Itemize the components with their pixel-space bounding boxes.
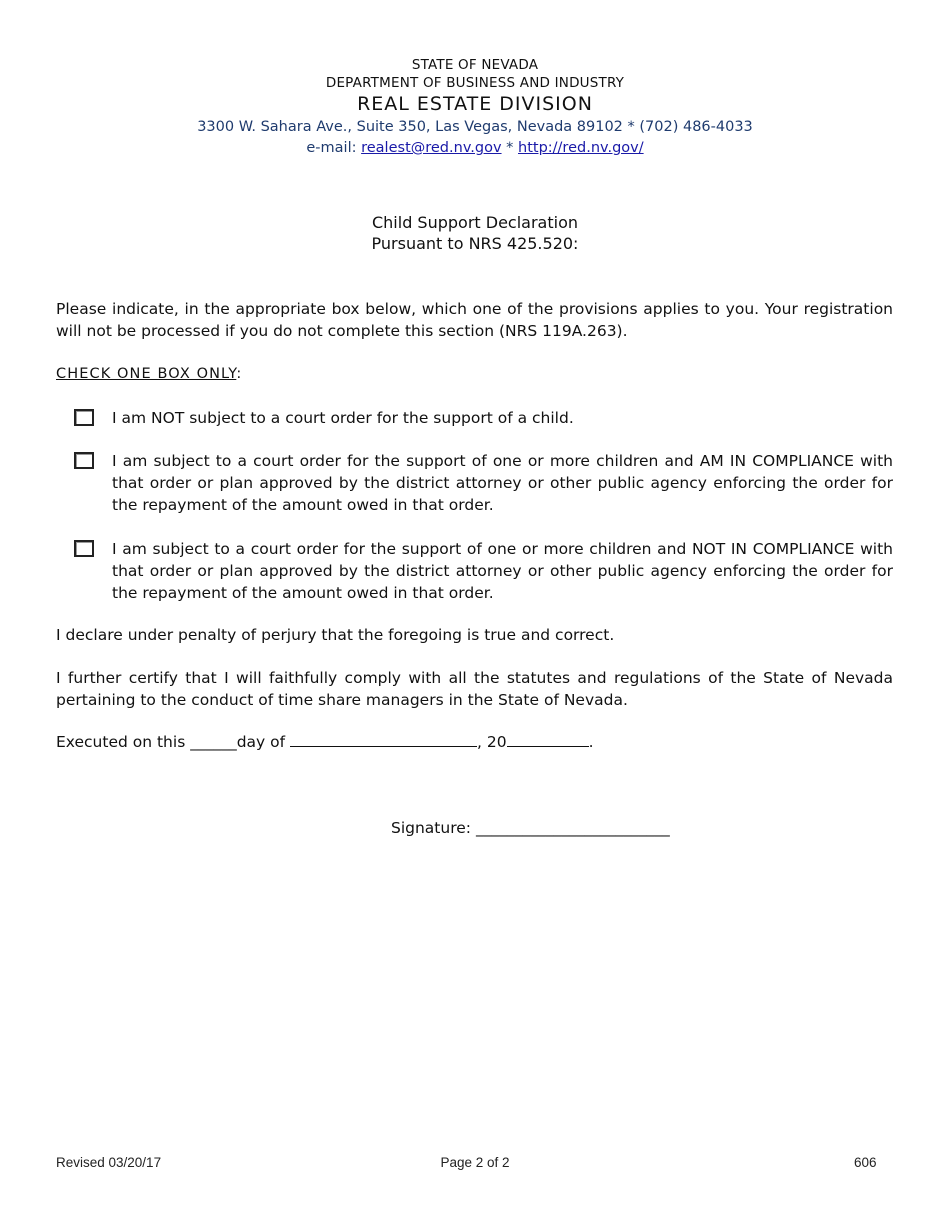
- signature-field[interactable]: _________________________: [475, 819, 670, 837]
- check-one-label-colon: :: [236, 366, 243, 382]
- perjury-declaration: I declare under penalty of perjury that the foregoing is true and correct.: [56, 626, 615, 644]
- checkbox-in-compliance[interactable]: [74, 452, 94, 469]
- option-not-subject-text: I am NOT subject to a court order for the support of a child.: [112, 409, 574, 427]
- form-subtitle: Pursuant to NRS 425.520:: [371, 234, 579, 253]
- department-name: DEPARTMENT OF BUSINESS AND INDUSTRY: [325, 75, 625, 91]
- option-in-compliance: [74, 450, 893, 516]
- division-name: REAL ESTATE DIVISION: [357, 93, 593, 115]
- revision-date: Revised 03/20/17: [56, 1155, 162, 1170]
- signature-label: Signature:: [391, 819, 476, 837]
- letterhead: [0, 56, 950, 159]
- option-not-subject: [74, 407, 893, 429]
- website-link[interactable]: http://red.nv.gov/: [518, 140, 644, 156]
- checkbox-not-subject[interactable]: [74, 409, 94, 426]
- executed-prefix: Executed on this: [56, 733, 191, 751]
- option-not-in-compliance-text: I am subject to a court order for the support of one or more children and NOT IN COMPLIANCE with that order or plan approved by the district attorney or other public agency enforcing the order for the repayment of the amount owed in that order.: [112, 540, 893, 602]
- option-not-in-compliance: [74, 538, 893, 604]
- year-prefix: , 20: [477, 733, 507, 751]
- day-blank[interactable]: ______: [190, 733, 237, 751]
- contact-line: [0, 138, 950, 159]
- check-one-label-text: CHECK ONE BOX ONLY: [56, 366, 237, 382]
- form-title-block: [0, 212, 950, 254]
- signature-line: [391, 817, 670, 839]
- checkbox-not-in-compliance[interactable]: [74, 540, 94, 557]
- contact-separator: *: [501, 140, 519, 156]
- check-one-label: [56, 364, 242, 384]
- execution-date-line: [56, 731, 594, 753]
- email-link[interactable]: realest@red.nv.gov: [361, 140, 502, 156]
- day-of-label: day of: [236, 733, 291, 751]
- form-number: 606: [854, 1155, 877, 1170]
- office-address: 3300 W. Sahara Ave., Suite 350, Las Vegas, Nevada 89102 * (702) 486-4033: [197, 119, 753, 135]
- option-in-compliance-text: I am subject to a court order for the support of one or more children and AM IN COMPLIANCE with that order or plan approved by the district attorney or other public agency enforcing the order for the repayment of the amount owed in that order.: [112, 452, 893, 514]
- month-field[interactable]: [290, 731, 477, 747]
- year-field[interactable]: [507, 731, 589, 747]
- instructions-text: Please indicate, in the appropriate box below, which one of the provisions applies to you. Your registration will not be processed if you do not complete this section (NRS 119A.263).: [56, 300, 893, 340]
- email-label: e-mail:: [306, 140, 362, 156]
- form-title: Child Support Declaration: [371, 213, 579, 232]
- date-period: .: [588, 733, 594, 751]
- compliance-certification: I further certify that I will faithfully comply with all the statutes and regulations of the State of Nevada pertaining to the conduct of time share managers in the State of Nevada.: [56, 669, 893, 709]
- page-number: Page 2 of 2: [440, 1155, 510, 1170]
- state-name: STATE OF NEVADA: [411, 57, 539, 73]
